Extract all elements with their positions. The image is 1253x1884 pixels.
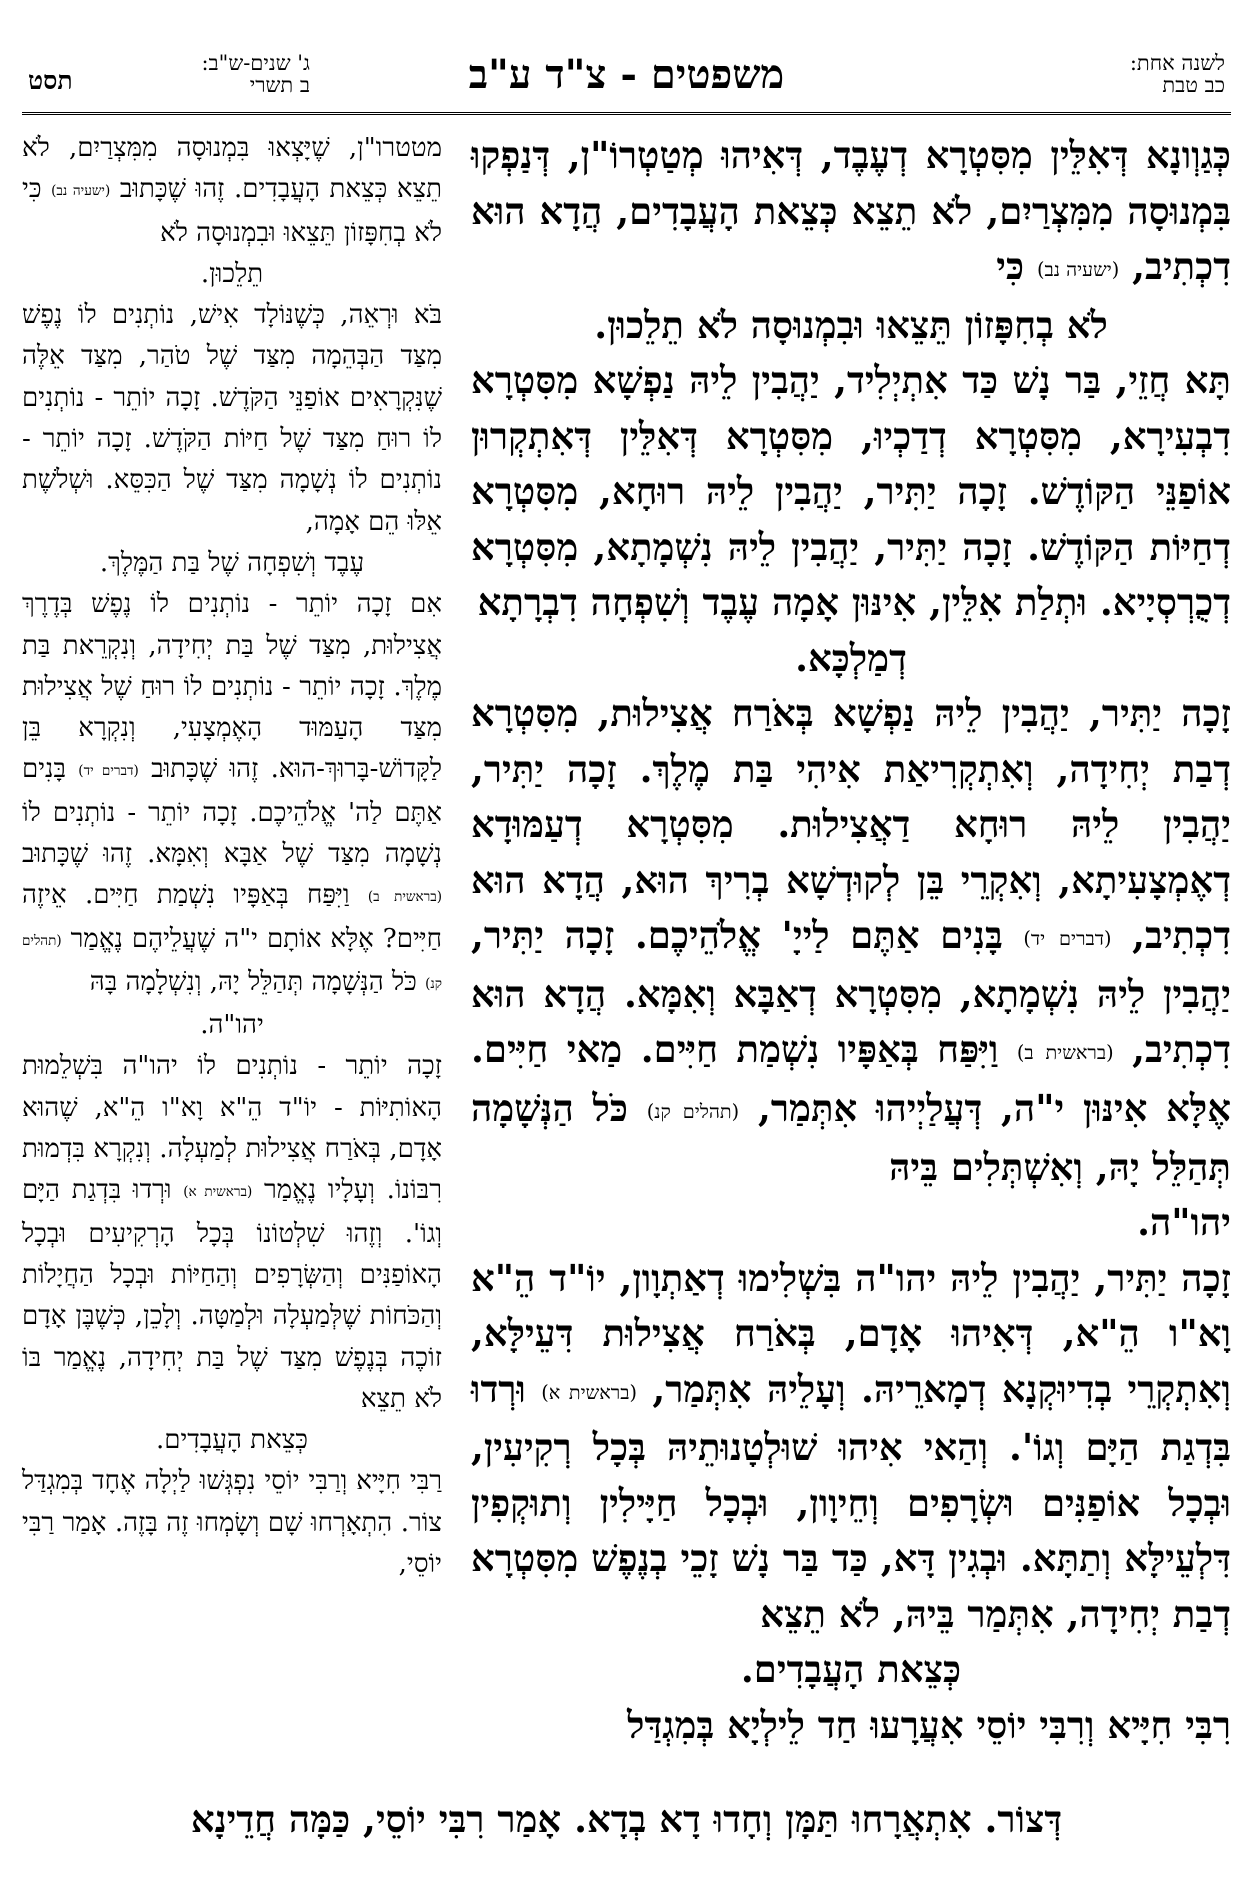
side-paragraph [22,1420,442,1461]
paragraph-text: וַיִּפַּח בְּאַפָּיו נִשְׁמַת חַיִּים. אֵיזֶה חַיִּים? אֶלָּא אוֹתָם י"ה שֶׁעֲלֵיהֶם נֶאֱמַר [22,880,442,954]
verse-reference: (דברים יד) [1023,927,1112,951]
paragraph-text: עֶבֶד וְשִׁפְחָה שֶׁל בַּת הַמֶּלֶךְ. [99,547,365,578]
paragraph-text: תָּא חֲזֵי, בַּר נָשׁ כַּד אִתְיְלִיד, יַהֲבִין לֵיהּ נַפְשָׁא מִסִּטְרָא דִבְעִירָא, מִסִּטְרָא דְדַכְיוּ, מִסִּטְרָא דְּאִלֵּין דְּאִתְקְרוּן אוֹפַנֵּי הַקּוֹדֶשׁ. זָכָה יַתִּיר, יַהֲבִין לֵיהּ רוּחָא, מִסִּטְרָא דְחַיּוֹת הַקּוֹדֶשׁ. זָכָה יַתִּיר, יַהֲבִין לֵיהּ נִשְׁמָתָא, מִסִּטְרָא דְכֻרְסְיָיא. וּתְלַת אִלֵּין, אִינּוּן אָמָה עֶבֶד וְשִׁפְחָה דִבְרָתָא [471,358,1231,625]
main-paragraph [471,128,1231,298]
paragraph-text: וּרְדוּ בִּדְגַת הַיָּם וְגוֹ'. וְזֶהוּ שִׁלְטוֹנוֹ בְּכָל הָרְקִיעִים וּבְכָל הָאוֹפַנִּים וְהַשְּׂרָפִים וְהַחַיּוֹת וּבְכָל הַחֲיָלוֹת וְהַכֹּחוֹת שֶׁלְּמַעְלָה וּלְמַטָּה. וְלָכֵן, כְּשֶׁבֶּן אָדָם זוֹכֶה בְּנֶפֶשׁ מִצַּד שֶׁל בַּת יְחִידָה, נֶאֱמַר בּוֹ לֹא תֵצֵא [22,1175,442,1414]
verse-reference: (בראשית ב) [1016,1041,1114,1065]
paragraph-text: יהו"ה. [1137,1200,1231,1244]
header-left [110,52,310,96]
side-paragraph [22,295,442,543]
paragraph-text: זָכָה יַתִּיר, יַהֲבִין לֵיהּ יהו"ה בִּשְׁלִימוּ דְאַתְוָון, יוֹ"ד הֵ"א וָא"ו הֵ"א, דְּאִיהוּ אָדָם, בְּאֹרַח אֲצִילוּת דִּעֵילָּא, וְאִתְקְרֵי בְדִיוּקְנָא דְמָארֵיהּ. וְעָלֵיהּ אִתְּמַר, [471,1255,1231,1411]
main-paragraph [471,298,1231,354]
main-paragraph [471,631,1231,687]
paragraph-text: כֹּל הַנְּשָׁמָה תְּהַלֵּל יָהּ, וְאִשְׁתְּלִים בֵּיהּ [471,1085,1231,1189]
main-paragraph [471,686,1231,1195]
paragraph-text: כְּצֵאת הָעֲבָדִים. [740,1647,962,1692]
main-paragraph [471,1195,1231,1251]
side-paragraph [22,1461,442,1585]
paragraph-text: וּרְדוּ בִּדְגַת הַיָּם וְגוֹ'. וְהַאי אִיהוּ שׁוּלְטָנוּתֵיהּ בְּכָל רְקִיעִין, וּבְכָל אוֹפַנִּים וּשְׂרָפִים וְחֵיוָון, וּבְכָל חַיָּילִין וְתוּקְפִין דִּלְעֵילָּא וְתַתָּא. וּבְגִין דָּא, כַּד בַּר נָשׁ זָכֵי בְנֶפֶשׁ מִסִּטְרָא דְבַת יְחִידָה, אִתְּמַר בֵּיהּ, לֹא תֵצֵא [471,1366,1231,1636]
verse-reference: (דברים יד) [78,763,139,780]
commentary-column [22,128,442,1585]
side-paragraph [22,128,442,254]
paragraph-text: רַבִּי חִיָּיא וְרַבִּי יוֹסֵי נִפְגְּשׁוּ לַיְלָה אֶחָד בְּמִגְדַּל צוֹר. הִתְאָרְחוּ שָׁם וְשָׂמְחוּ זֶה בָּזֶה. אָמַר רַבִּי יוֹסֵי, [22,1466,442,1579]
paragraph-text: תֵלֵכוּן. [200,258,264,289]
paragraph-text: בָּנִים אַתֶּם לַה' אֱלֹהֵיכֶם. זָכָה יוֹתֵר - נוֹתְנִים לוֹ נְשָׁמָה מִצַּד שֶׁל אַבָּא וְאִמָּא. זֶהוּ שֶׁכָּתוּב [22,754,442,870]
main-paragraph [471,353,1231,631]
verse-reference: (תהלים קנ) [646,1100,740,1123]
header-right-line2: כב טבת [1162,73,1225,98]
verse-reference: (בראשית א) [183,1184,253,1201]
header-divider [22,112,1231,115]
side-paragraph [22,584,442,1005]
paragraph-text: לֹא בְחִפָּזוֹן תֵּצֵאוּ וּבִמְנוּסָה לֹא תֵלֵכוּן. [594,302,1108,347]
verse-reference: (בראשית ב) [367,889,443,906]
main-paragraph [471,1642,1231,1698]
main-paragraph [471,1698,1231,1754]
header-left-line1: ג' שנים-ש"ב: [201,51,310,75]
side-paragraph [22,1005,442,1046]
header-right-line1: לשנה אחת: [1129,51,1225,75]
side-paragraph [22,254,442,295]
page-number: תסט [28,66,73,95]
paragraph-text: יהו"ה. [200,1010,264,1041]
verse-reference: (תהלים קנ) [22,932,442,992]
page-title: משפטים - צ"ד ע"ב [468,51,785,98]
paragraph-text: זָכָה יוֹתֵר - נוֹתְנִים לוֹ יהו"ה בִּשְׁלֵמוּת הָאוֹתִיּוֹת - יוֹ"ד הֵ"א וָא"ו הֵ"א, שֶׁהוּא אָדָם, בְּאֹרַח אֲצִילוּת לְמַעְלָה. וְנִקְרָא בִּדְמוּת רִבּוֹנוֹ. וְעָלָיו נֶאֱמַר [22,1051,442,1206]
paragraph-text: כְּגַוְונָא דְּאִלֵּין מִסִּטְרָא דְעֶבֶד, דְּאִיהוּ מְטַטְרוֹ"ן, דְּנַפְקוּ בִּמְנוּסָה מִמִּצְרַיִם, לֹא תֵצֵא כְּצֵאת הָעֲבָדִים, הֲדָא הוּא דִכְתִיב, [471,133,1231,288]
paragraph-text: רִבִּי חִיָּיא וְרִבִּי יוֹסֵי אִעֲרָעוּ חַד לֵילְיָא בְּמִגְדַּל [627,1702,1231,1747]
bottom-full-width-line: דְּצוֹר. אִתְאֲרָחוּ תַּמָּן וְחָדוּ דָא בְדָא. אָמַר רִבִּי יוֹסֵי, כַּמָּה חֲדֵינָא [190,1797,1063,1841]
paragraph-text: כִּי [996,244,1037,288]
paragraph-text: בָּנִים אַתֶּם לַייָ' אֱלֹהֵיכֶם. זָכָה יַתִּיר, יַהֲבִין לֵיהּ נִשְׁמָתָא, מִסִּטְרָא דְאַבָּא וְאִמָּא. הֲדָא הוּא דִכְתִיב, [471,913,1231,1072]
main-text-column [471,128,1231,1753]
paragraph-text: אִם זָכָה יוֹתֵר - נוֹתְנִים לוֹ נֶפֶשׁ בְּדֶרֶךְ אֲצִילוּת, מִצַּד שֶׁל בַּת יְחִידָה, וְנִקְרֵאת בַּת מֶלֶךְ. זָכָה יוֹתֵר - נוֹתְנִים לוֹ רוּחַ שֶׁל אֲצִילוּת מִצַּד הָעַמּוּד הָאֶמְצָעִי, וְנִקְרָא בֵּן לַקָּדוֹשׁ-בָּרוּךְ-הוּא. זֶהוּ שֶׁכָּתוּב [22,589,443,785]
paragraph-text: דְמַלְכָּא. [795,635,907,680]
verse-reference: (ישעיה נב) [51,183,111,200]
paragraph-text: זָכָה יַתִּיר, יַהֲבִין לֵיהּ נַפְשָׁא בְּאֹרַח אֲצִילוּת, מִסִּטְרָא דְבַת יְחִידָה, וְאִתְקְרִיאַת אִיהִי בַּת מֶלֶךְ. זָכָה יַתִּיר, יַהֲבִין לֵיהּ רוּחָא דַאֲצִילוּת. מִסִּטְרָא דְעַמּוּדָא דְאֶמְצָעִיתָא, וְאִקְרֵי בֵּן לְקוּדְשָׁא בְרִיךְ הוּא, הֲדָא הוּא דִכְתִיב, [471,691,1232,958]
paragraph-text: מטטרו"ן, שֶׁיָּצְאוּ בִּמְנוּסָה מִמִּצְרַיִם, לֹא תֵצֵא כְּצֵאת הָעֲבָדִים. זֶהוּ שֶׁכָּתוּב [22,133,442,205]
side-paragraph [22,1046,442,1420]
paragraph-text: בֹּא וּרְאֵה, כְּשֶׁנּוֹלָד אִישׁ, נוֹתְנִים לוֹ נֶפֶשׁ מִצַּד הַבְּהֵמָה מִצַּד שֶׁל טֹהַר, מִצַּד אֵלֶּה שֶׁנִּקְרָאִים אוֹפַנֵּי הַקֹּדֶשׁ. זָכָה יוֹתֵר - נוֹתְנִים לוֹ רוּחַ מִצַּד שֶׁל חַיּוֹת הַקֹּדֶשׁ. זָכָה יוֹתֵר - נוֹתְנִים לוֹ נְשָׁמָה מִצַּד שֶׁל הַכִּסֵּא. וּשְׁלֹשֶׁת אֵלּוּ הֵם אָמָה, [22,300,442,537]
verse-reference: (ישעיה נב) [1036,258,1120,282]
paragraph-text: כְּצֵאת הָעֲבָדִים. [155,1425,309,1456]
header-right [1025,52,1225,96]
verse-reference: (בראשית א) [541,1380,637,1404]
paragraph-text: וַיִּפַּח בְּאַפָּיו נִשְׁמַת חַיִּים. מַאי חַיִּים. אֶלָּא אִינּוּן י"ה, דְּעֲלַיְיהוּ אִתְּמַר, [471,1027,1232,1130]
header-left-line2: ב תשרי [249,73,310,98]
paragraph-text: כִּי לֹא בְחִפָּזוֹן תֵּצֵאוּ וּבִמְנוּסָה לֹא [22,174,442,248]
side-paragraph [22,543,442,584]
paragraph-text: כֹּל הַנְּשָׁמָה תְּהַלֵּל יָהּ, וְנִשְׁלָמָה בָּהּ [89,966,426,997]
main-paragraph [471,1251,1231,1643]
